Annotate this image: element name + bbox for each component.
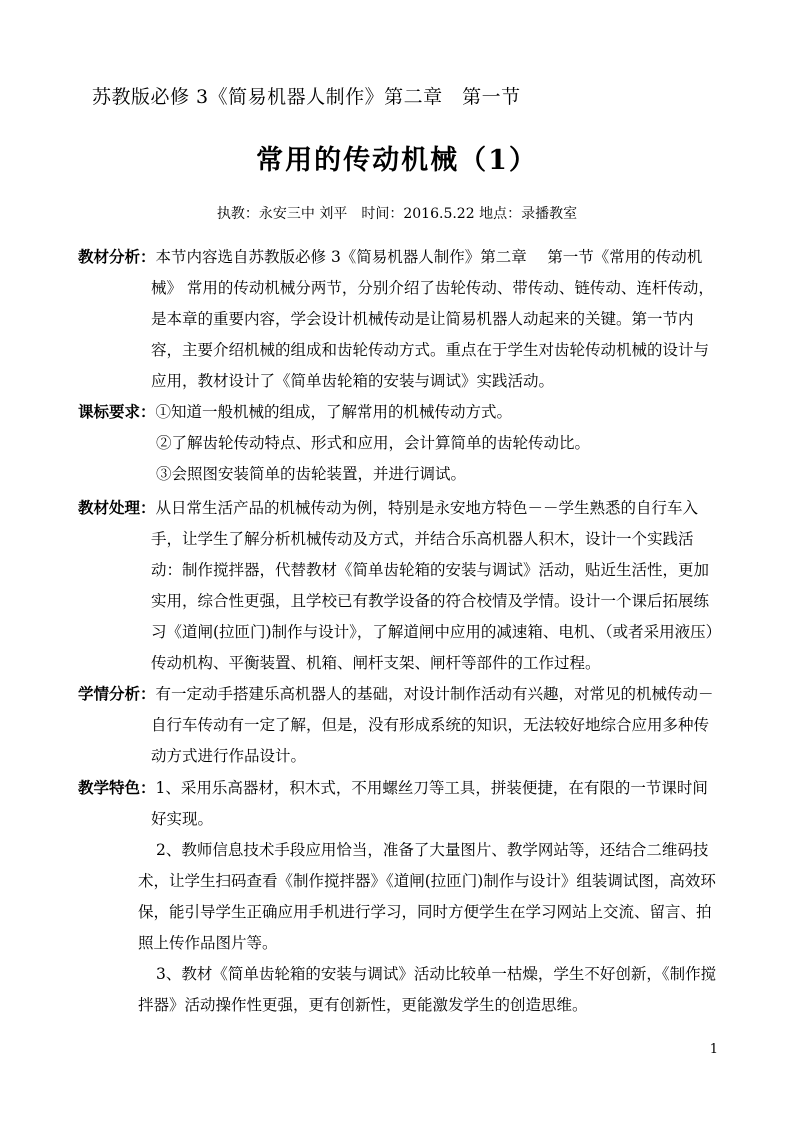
section-curriculum	[78, 396, 720, 490]
section-text: 本节内容选自苏教版必修 3《简易机器人制作》第二章 第一节《常用的传动机械》 常用的传动机械分两节，分别介绍了齿轮传动、带传动、链传动、连杆传动，是本章的重要内容，学会设计机械传动是让简易机器人动起来的关键。第一节内容，主要介绍机械的组成和齿轮传动方式。重点在于学生对齿轮传动机械的设计与应用，教材设计了《简单齿轮箱的安装与调试》实践活动。	[151, 248, 714, 390]
textbook-handling-paragraph	[78, 492, 720, 679]
page-title: 常用的传动机械（1）	[256, 145, 538, 176]
section-text: 从日常生活产品的机械传动为例，特别是永安地方特色－－学生熟悉的自行车入手，让学生了解分析机械传动及方式，并结合乐高机器人积木，设计一个实践活动：制作搅拌器，代替教材《简单齿轮箱的安装与调试》活动，贴近生活性，更加实用，综合性更强，且学校已有教学设备的符合校情及学情。设计一个课后拓展练习《道闸(拉匝门)制作与设计》，了解道闸中应用的减速箱、电机、（或者采用液压）传动机构、平衡装置、机箱、闸杆支架、闸杆等部件的工作过程。	[151, 499, 714, 672]
section-textbook-handling	[78, 492, 720, 679]
textbook-analysis-paragraph	[78, 241, 720, 397]
section-student-analysis	[78, 678, 720, 772]
document-subtitle: 苏教版必修 3《简易机器人制作》第二章 第一节	[92, 86, 521, 108]
section-text: 1、采用乐高器材，积木式，不用螺丝刀等工具，拼装便捷，在有限的一节课时间好实现。	[151, 779, 708, 828]
features-item	[78, 772, 720, 835]
section-text: 有一定动手搭建乐高机器人的基础，对设计制作活动有兴趣，对常见的机械传动－自行车传动有一定了解，但是，没有形成系统的知识，无法较好地综合应用多种传动方式进行作品设计。	[151, 685, 714, 765]
curriculum-item	[78, 396, 720, 428]
section-textbook-analysis	[78, 241, 720, 397]
section-label: 课标要求：	[78, 402, 156, 421]
section-text: ①知道一般机械的组成，了解常用的机械传动方式。	[155, 403, 513, 421]
features-item: 3、教材《简单齿轮箱的安装与调试》活动比较单一枯燥，学生不好创新，《制作搅拌器》活动操作性更强，更有创新性，更能激发学生的创造思维。	[138, 965, 717, 1014]
section-label: 教学特色：	[78, 778, 156, 797]
page-number: 1	[709, 1042, 718, 1057]
features-item: 2、教师信息技术手段应用恰当，准备了大量图片、教学网站等，还结合二维码技术，让学生扫码查看《制作搅拌器》《道闸(拉匝门)制作与设计》组装调试图，高效环保，能引导学生正确应用手机进行学习，同时方便学生在学习网站上交流、留言、拍照上传作品图片等。	[138, 841, 716, 952]
section-label: 教材处理：	[78, 498, 156, 517]
section-label: 教材分析：	[78, 247, 156, 266]
student-analysis-paragraph	[78, 678, 720, 772]
lesson-meta: 执教：永安三中 刘平 时间：2016.5.22 地点：录播教室	[216, 206, 578, 222]
section-features	[78, 772, 720, 1021]
section-label: 学情分析：	[78, 684, 156, 703]
curriculum-item: ②了解齿轮传动特点、形式和应用，会计算简单的齿轮传动比。	[156, 434, 591, 452]
curriculum-item: ③会照图安装简单的齿轮装置，并进行调试。	[156, 465, 467, 483]
